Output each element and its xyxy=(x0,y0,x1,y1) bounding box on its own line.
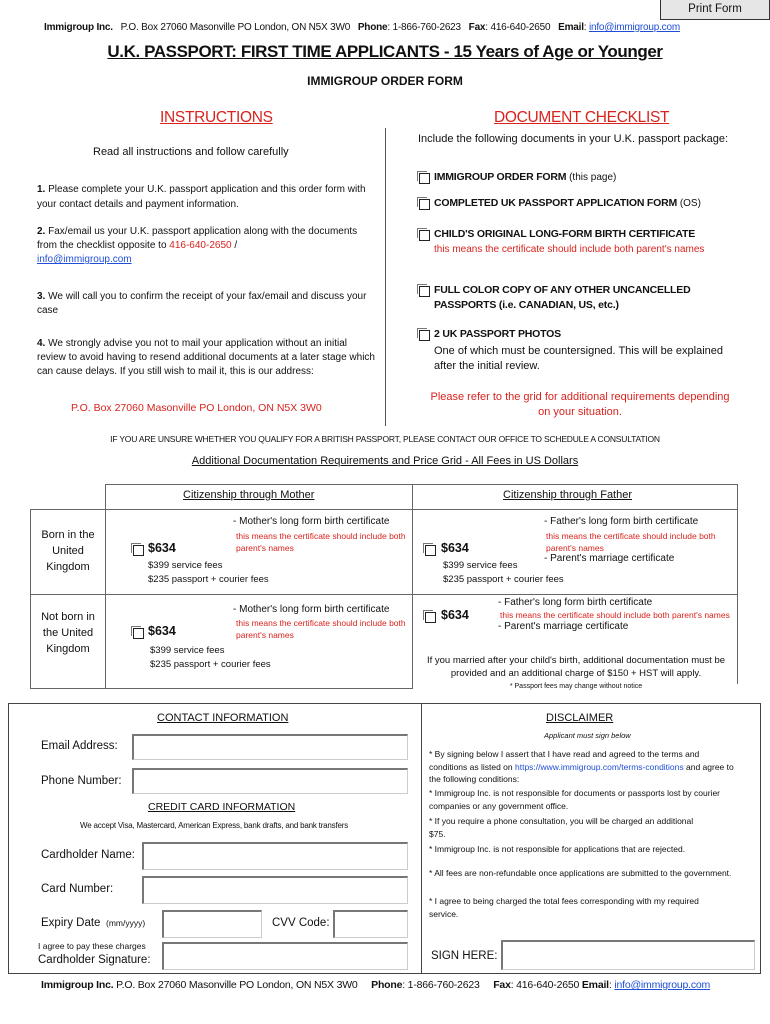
signature-label: Cardholder Signature: xyxy=(38,954,151,966)
cvv-field[interactable] xyxy=(333,910,408,938)
grid-heading: Additional Documentation Requirements and Price Grid - All Fees in US Dollars xyxy=(191,455,579,467)
page-subtitle: IMMIGROUP ORDER FORM xyxy=(307,74,463,88)
footer-fax-label: Fax xyxy=(493,979,511,991)
header-address: P.O. Box 27060 Masonville PO London, ON N5X 3W0 xyxy=(120,22,351,33)
disclaimer-subheading: Applicant must sign below xyxy=(544,731,631,740)
header-email-sep: : xyxy=(583,22,589,33)
step-1-number: 1. xyxy=(37,184,46,195)
step-2-separator: / xyxy=(231,240,238,251)
header-email-link[interactable]: info@immigroup.com xyxy=(588,22,680,33)
mother-uk-cert-note: this means the certificate should include both parent's names xyxy=(236,531,406,553)
step-2-text: Fax/email us your U.K. passport application along with the documents from the checklist opposite to xyxy=(37,226,358,251)
step-2-fax: 416-640-2650 xyxy=(169,240,232,251)
checklist-item-application-form xyxy=(434,197,701,210)
checklist-checkbox-order-form[interactable] xyxy=(419,173,430,184)
checklist-grid-note: Please refer to the grid for additional requirements depending on your situation. xyxy=(430,391,730,418)
instruction-step-4 xyxy=(37,337,377,379)
header-fax: : 416-640-2650 xyxy=(485,22,551,33)
item-photos-label: 2 UK PASSPORT PHOTOS xyxy=(434,328,561,340)
footer-phone-label: Phone xyxy=(371,979,403,991)
father-uk-price: $634 xyxy=(441,541,469,555)
phone-label: Phone Number: xyxy=(41,775,122,787)
checklist-checkbox-application-form[interactable] xyxy=(419,199,430,210)
step-2-email-link[interactable]: info@immigroup.com xyxy=(37,254,132,265)
father-uk-cert-note: this means the certificate should include both parent's names xyxy=(546,531,716,553)
mother-nonuk-cert-note: this means the certificate should include both parent's names xyxy=(236,618,406,640)
checklist-intro: Include the following documents in your U.K. passport package: xyxy=(418,133,729,145)
instruction-step-3 xyxy=(37,290,373,318)
email-label: Email Address: xyxy=(41,740,118,752)
item-birth-certificate-note: this means the certificate should include both parent's names xyxy=(434,243,705,255)
disclaimer-terms-text: * By signing below I assert that I have read and agreed to the terms and conditions as listed on xyxy=(429,749,700,772)
father-nonuk-cert-note: this means the certificate should include both parent's names xyxy=(500,610,730,620)
item-application-form-label: COMPLETED UK PASSPORT APPLICATION FORM xyxy=(434,197,678,209)
checklist-item-birth-certificate xyxy=(434,228,734,257)
header-company: Immigroup Inc. xyxy=(44,22,113,33)
footer-address: P.O. Box 27060 Masonville PO London, ON N5X 3W0 xyxy=(113,979,358,991)
step-4-text: We strongly advise you not to mail your application without an initial review to avoid having to resend additional documents at a later stage which can cause delays. If you still wish to mail it, this is our address: xyxy=(37,338,375,377)
item-application-form-note: (OS) xyxy=(677,198,701,209)
grid-fees-note: * Passport fees may change without notice xyxy=(509,683,643,690)
instruction-step-1 xyxy=(37,182,373,212)
agree-note: I agree to pay these charges xyxy=(38,941,146,951)
step-3-text: We will call you to confirm the receipt of your fax/email and discuss your case xyxy=(37,291,367,316)
father-nonuk-price: $634 xyxy=(441,608,469,622)
footer-fax: : 416-640-2650 xyxy=(510,979,580,991)
checklist-item-other-passports: FULL COLOR COPY OF ANY OTHER UNCANCELLED PASSPORTS (i.e. CANADIAN, US, etc.) xyxy=(434,284,691,311)
mother-uk-service-fee: $399 service fees xyxy=(148,560,223,571)
print-form-button[interactable]: Print Form xyxy=(660,0,770,20)
instructions-mail-address: P.O. Box 27060 Masonville PO London, ON N5X 3W0 xyxy=(71,402,322,414)
checklist-checkbox-birth-certificate[interactable] xyxy=(419,230,430,241)
checklist-item-photos xyxy=(434,328,724,374)
item-birth-certificate-label: CHILD'S ORIGINAL LONG-FORM BIRTH CERTIFICATE xyxy=(434,228,696,240)
step-1-text: Please complete your U.K. passport application and this order form with your contact details and payment information. xyxy=(37,184,366,210)
header-contact-line xyxy=(44,22,680,34)
header-phone-label: Phone xyxy=(357,22,388,33)
expiry-format: (mm/yyyy) xyxy=(106,918,146,928)
disclaimer-courier: * Immigroup Inc. is not responsible for documents or passports lost by courier companies or any government office. xyxy=(429,788,721,811)
cardholder-name-field[interactable] xyxy=(142,842,408,870)
item-order-form-label: IMMIGROUP ORDER FORM xyxy=(434,171,567,183)
step-3-number: 3. xyxy=(37,291,46,302)
footer-email-label: Email xyxy=(579,979,609,991)
disclaimer-heading: DISCLAIMER xyxy=(546,712,614,724)
father-uk-checkbox[interactable] xyxy=(425,545,436,556)
expiry-label-text: Expiry Date xyxy=(41,917,101,929)
cvv-label: CVV Code: xyxy=(272,917,330,929)
credit-card-note: We accept Visa, Mastercard, American Express, bank drafts, and bank transfers xyxy=(80,821,348,830)
footer-company: Immigroup Inc. xyxy=(41,979,114,991)
mother-nonuk-price: $634 xyxy=(148,624,176,638)
card-number-field[interactable] xyxy=(142,876,408,904)
disclaimer-terms-suffix: and agree to the following conditions: xyxy=(429,761,734,784)
email-field[interactable] xyxy=(132,734,408,760)
checklist-checkbox-photos[interactable] xyxy=(419,330,430,341)
mother-uk-cert: - Mother's long form birth certificate xyxy=(233,516,390,527)
applicant-signature-field[interactable] xyxy=(501,940,755,970)
father-nonuk-checkbox[interactable] xyxy=(425,612,436,623)
instructions-intro: Read all instructions and follow carefully xyxy=(93,146,289,158)
mother-nonuk-passport-fee: $235 passport + courier fees xyxy=(150,659,271,670)
mother-uk-passport-fee: $235 passport + courier fees xyxy=(148,574,269,585)
disclaimer-rejected: * Immigroup Inc. is not responsible for applications that are rejected. xyxy=(429,844,686,854)
header-fax-label: Fax xyxy=(468,22,486,33)
father-nonuk-marriage-cert: - Parent's marriage certificate xyxy=(498,621,629,632)
mother-nonuk-cert: - Mother's long form birth certificate xyxy=(233,604,390,615)
grid-col-father: Citizenship through Father xyxy=(503,489,633,501)
disclaimer-charge-agreement: * I agree to being charged the total fees corresponding with my required service. xyxy=(429,896,699,919)
sign-here-label: SIGN HERE: xyxy=(431,950,498,962)
checklist-checkbox-other-passports[interactable] xyxy=(419,286,430,297)
phone-field[interactable] xyxy=(132,768,408,794)
mother-nonuk-service-fee: $399 service fees xyxy=(150,645,225,656)
grid-row-born-uk: Born in the United Kingdom xyxy=(41,529,95,573)
column-divider xyxy=(385,128,386,426)
grid-row-not-born-uk: Not born in the United Kingdom xyxy=(41,611,95,655)
checklist-heading: DOCUMENT CHECKLIST xyxy=(494,109,670,126)
grid-col-mother: Citizenship through Mother xyxy=(183,489,315,501)
credit-card-heading: CREDIT CARD INFORMATION xyxy=(148,801,296,813)
expiry-date-label xyxy=(41,917,145,931)
header-email-label: Email xyxy=(558,22,584,33)
father-nonuk-cert: - Father's long form birth certificate xyxy=(498,597,653,608)
disclaimer-non-refundable: * All fees are non-refundable once applications are submitted to the government. xyxy=(429,868,732,878)
checklist-item-order-form xyxy=(434,171,616,184)
step-4-number: 4. xyxy=(37,338,46,349)
contact-heading: CONTACT INFORMATION xyxy=(157,712,289,724)
page-title: U.K. PASSPORT: FIRST TIME APPLICANTS - 15 Years of Age or Younger xyxy=(107,42,663,61)
cardholder-signature-field[interactable] xyxy=(162,942,408,970)
step-2-number: 2. xyxy=(37,226,46,237)
item-photos-note: One of which must be countersigned. This will be explained after the initial review. xyxy=(434,344,724,372)
instruction-step-2 xyxy=(37,225,373,267)
disclaimer-terms xyxy=(429,748,734,786)
consultation-note: IF YOU ARE UNSURE WHETHER YOU QUALIFY FOR A BRITISH PASSPORT, PLEASE CONTACT OUR OFFICE TO SCHEDULE A CONSULTATION xyxy=(110,434,660,444)
father-uk-passport-fee: $235 passport + courier fees xyxy=(443,574,564,585)
disclaimer-phone-consultation: * If you require a phone consultation, you will be charged an additional $75. xyxy=(429,816,694,839)
header-phone: : 1-866-760-2623 xyxy=(387,22,461,33)
father-uk-cert: - Father's long form birth certificate xyxy=(544,516,699,527)
terms-link[interactable]: https://www.immigroup.com/terms-conditions xyxy=(515,761,684,772)
contact-disclaimer-divider xyxy=(421,703,422,974)
footer-contact-line xyxy=(41,979,710,992)
father-uk-service-fee: $399 service fees xyxy=(443,560,518,571)
expiry-date-field[interactable] xyxy=(162,910,262,938)
father-uk-marriage-cert: - Parent's marriage certificate xyxy=(544,553,675,564)
card-number-label: Card Number: xyxy=(41,883,114,895)
footer-email-sep: : xyxy=(608,979,615,991)
footer-email-link[interactable]: info@immigroup.com xyxy=(614,979,711,991)
mother-uk-checkbox[interactable] xyxy=(133,545,144,556)
father-nonuk-married-note: If you married after your child's birth, additional documentation must be provided and an additional charge of $150 + HST will apply. xyxy=(426,655,726,679)
mother-uk-price: $634 xyxy=(148,541,176,555)
mother-nonuk-checkbox[interactable] xyxy=(133,628,144,639)
instructions-heading: INSTRUCTIONS xyxy=(160,109,273,126)
footer-phone: : 1-866-760-2623 xyxy=(402,979,480,991)
cardholder-name-label: Cardholder Name: xyxy=(41,849,135,861)
item-order-form-note: (this page) xyxy=(566,172,617,183)
